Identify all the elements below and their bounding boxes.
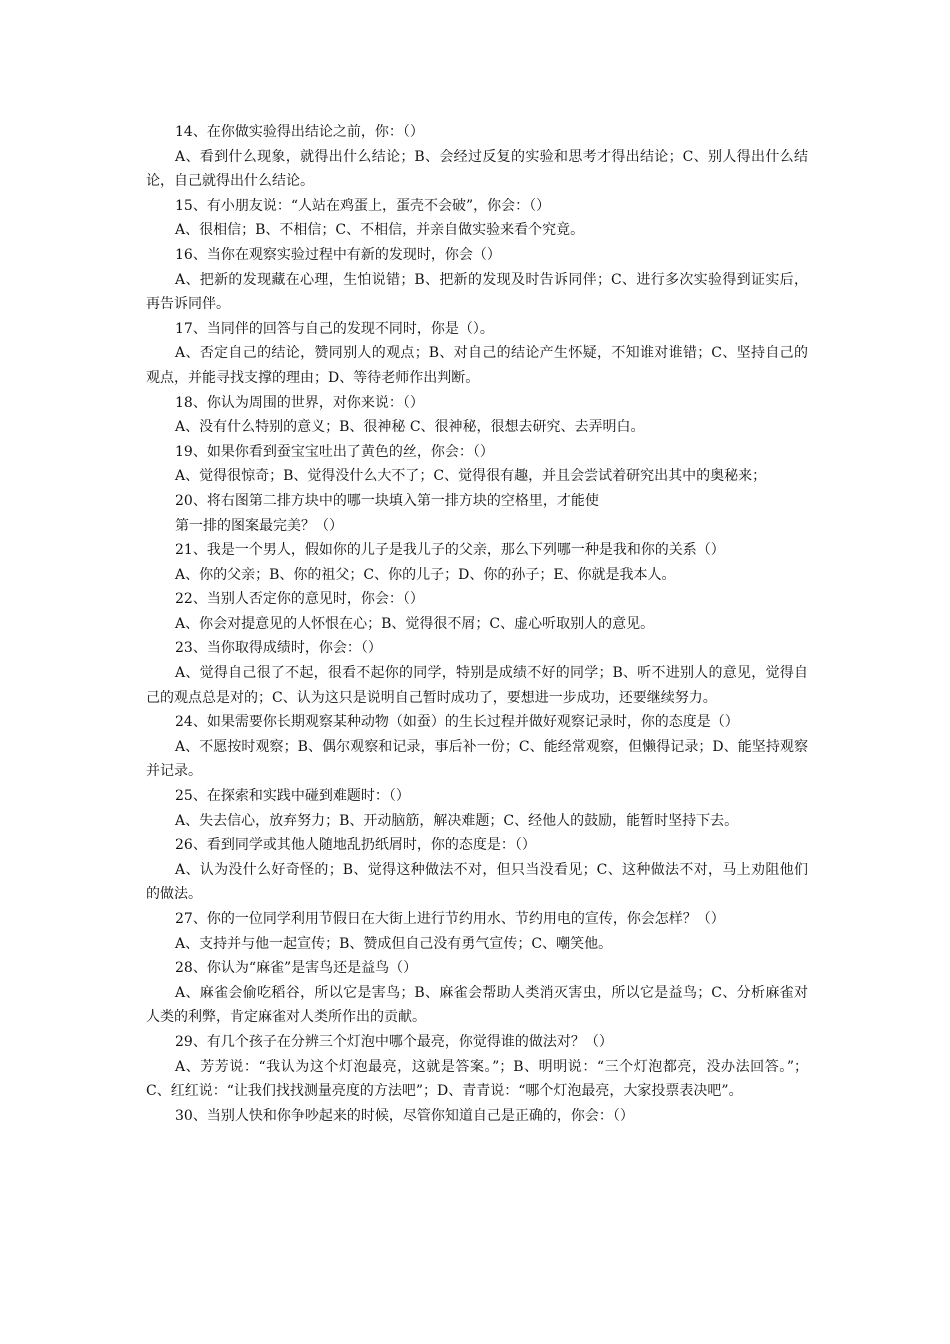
question-20: 20、将右图第二排方块中的哪一块填入第一排方块的空格里，才能使 [175, 492, 599, 509]
answer-options-21: A、你的父亲；B、你的祖父；C、你的儿子；D、你的孙子；E、你就是我本人。 [175, 566, 676, 583]
question-26: 26、看到同学或其他人随地乱扔纸屑时，你的态度是：（） [175, 837, 536, 854]
answer-options-29: A、芳芳说：“我认为这个灯泡最亮，这就是答案。”；B、明明说：“三个灯泡都亮，没办法回答。”；C、红红说：“让我们找找测量亮度的方法吧”；D、青青说：“哪个灯泡最亮，大家投票表决吧”。 [146, 1058, 808, 1100]
question-17: 17、当同伴的回答与自己的发现不同时，你是（）。 [175, 320, 494, 337]
answer-options-27: A、支持并与他一起宣传；B、赞成但自己没有勇气宣传；C、嘲笑他。 [175, 935, 613, 952]
answer-options-17: A、否定自己的结论，赞同别人的观点；B、对自己的结论产生怀疑，不知谁对谁错；C、坚持自己的观点，并能寻找支撑的理由；D、等待老师作出判断。 [146, 345, 808, 386]
question-16: 16、当你在观察实验过程中有新的发现时，你会（） [175, 246, 501, 263]
question-21: 21、我是一个男人，假如你的儿子是我儿子的父亲，那么下列哪一种是我和你的关系（） [175, 542, 725, 559]
question-14: 14、在你做实验得出结论之前，你：（） [175, 124, 424, 140]
answer-options-14: A、看到什么现象，就得出什么结论；B、会经过反复的实验和思考才得出结论；C、别人得出什么结论，自己就得出什么结论。 [146, 148, 808, 190]
question-18: 18、你认为周围的世界，对你来说：（） [175, 394, 424, 411]
question-19: 19、如果你看到蚕宝宝吐出了黄色的丝，你会：（） [175, 443, 494, 460]
question-29: 29、有几个孩子在分辨三个灯泡中哪个最亮，你觉得谁的做法对？（） [175, 1033, 613, 1050]
answer-options-26: A、认为没什么好奇怪的；B、觉得这种做法不对，但只当没看见；C、这种做法不对，马上劝阻他们的做法。 [146, 861, 808, 903]
question-25: 25、在探索和实践中碰到难题时：（） [175, 788, 410, 805]
answer-options-22: A、你会对提意见的人怀恨在心；B、觉得很不屑；C、虚心听取别人的意见。 [175, 615, 655, 632]
answer-options-16: A、把新的发现藏在心理，生怕说错；B、把新的发现及时告诉同伴；C、进行多次实验得到证实后，再告诉同伴。 [146, 271, 808, 313]
document-body [146, 120, 808, 1128]
question-20-continuation: 第一排的图案最完美？（） [175, 517, 343, 534]
answer-options-28: A、麻雀会偷吃稻谷，所以它是害鸟；B、麻雀会帮助人类消灭害虫，所以它是益鸟；C、分析麻雀对人类的利弊，肯定麻雀对人类所作出的贡献。 [146, 984, 808, 1026]
answer-options-24: A、不愿按时观察；B、偶尔观察和记录，事后补一份；C、能经常观察，但懒得记录；D、能坚持观察并记录。 [146, 738, 808, 780]
question-22: 22、当别人否定你的意见时，你会：（） [175, 591, 424, 608]
question-28: 28、你认为“麻雀”是害鸟还是益鸟（） [175, 960, 418, 977]
question-15: 15、有小朋友说：“人站在鸡蛋上，蛋壳不会破”，你会：（） [175, 197, 551, 214]
question-30: 30、当别人快和你争吵起来的时候，尽管你知道自己是正确的，你会：（） [175, 1107, 634, 1124]
answer-options-18: A、没有什么特别的意义；B、很神秘 C、很神秘，很想去研究、去弄明白。 [175, 419, 645, 436]
answer-options-25: A、失去信心，放弃努力；B、开动脑筋，解决难题；C、经他人的鼓励，能暂时坚持下去。 [175, 812, 739, 829]
question-24: 24、如果需要你长期观察某种动物（如蚕）的生长过程并做好观察记录时，你的态度是（） [175, 714, 739, 731]
question-27: 27、你的一位同学利用节假日在大街上进行节约用水、节约用电的宣传，你会怎样？（） [175, 911, 725, 927]
answer-options-23: A、觉得自己很了不起，很看不起你的同学，特别是成绩不好的同学；B、听不进别人的意见，觉得自己的观点总是对的；C、认为这只是说明自己暂时成功了，要想进一步成功，还要继续努力。 [146, 665, 808, 706]
question-23: 23、当你取得成绩时，你会：（） [175, 640, 382, 657]
answer-options-15: A、很相信；B、不相信；C、不相信，并亲自做实验来看个究竟。 [175, 222, 585, 239]
answer-options-19: A、觉得很惊奇；B、觉得没什么大不了；C、觉得很有趣，并且会尝试着研究出其中的奥秘来； [175, 468, 767, 485]
